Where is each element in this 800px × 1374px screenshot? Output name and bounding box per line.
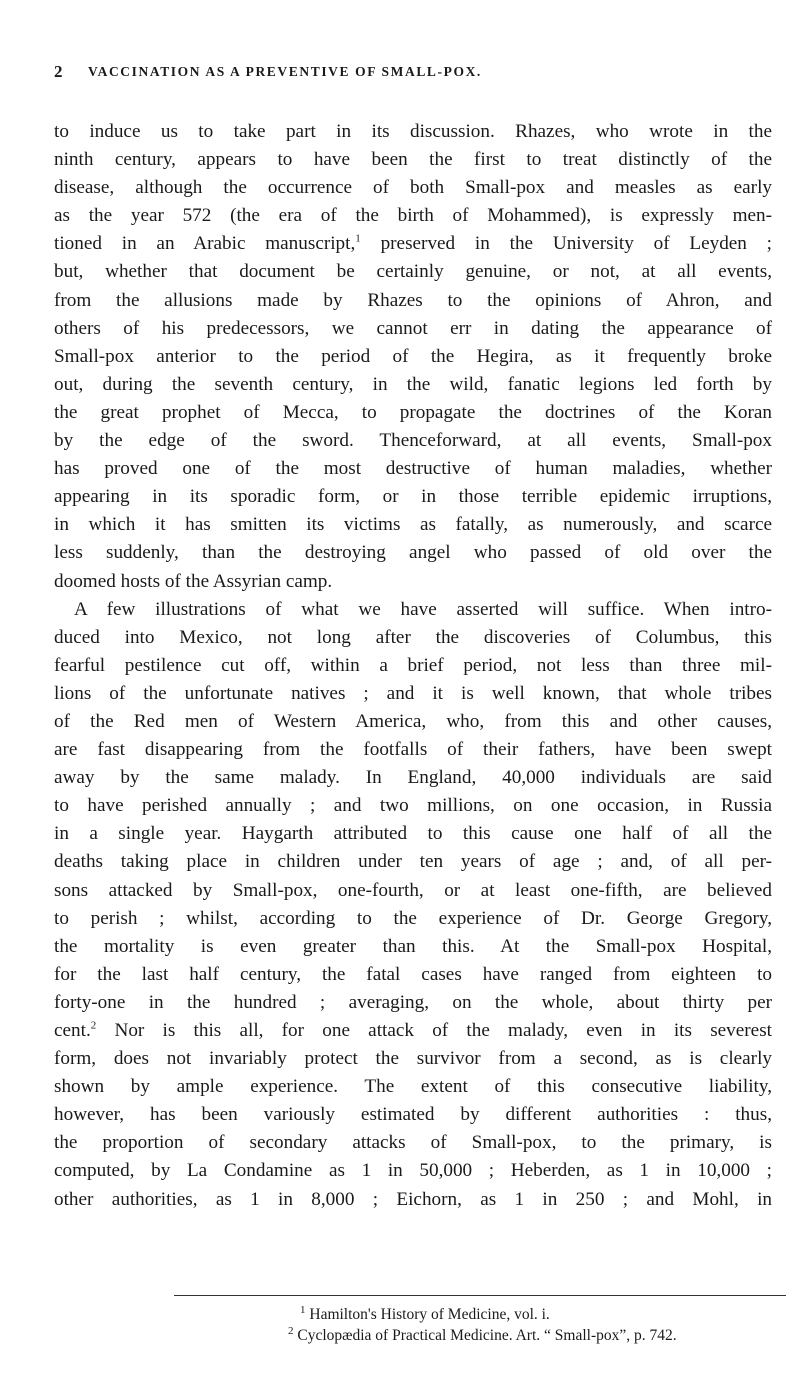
page-number: 2 — [54, 62, 63, 81]
text-line: in which it has smitten its victims as fatally, as numerously, and scarce — [54, 514, 772, 536]
text-line: fearful pestilence cut off, within a brief period, not less than three mil- — [54, 654, 772, 676]
text-line: Small-pox anterior to the period of the Hegira, as it frequently broke — [54, 345, 772, 367]
text-line: away by the same malady. In England, 40,000 individuals are said — [54, 767, 772, 789]
text-line: has proved one of the most destructive of human maladies, whether — [54, 458, 772, 480]
text-segment: tioned in an Arabic manuscript, — [54, 233, 356, 255]
text-line: of the Red men of Western America, who, from this and other causes, — [54, 710, 772, 732]
text-line: however, has been variously estimated by different authorities : thus, — [54, 1104, 772, 1126]
text-line: the proportion of secondary attacks of Small-pox, to the primary, is — [54, 1132, 772, 1154]
text-line: to induce us to take part in its discussion. Rhazes, who wrote in the — [54, 121, 772, 142]
text-line: others of his predecessors, we cannot err in dating the appearance of — [54, 317, 772, 339]
text-line: appearing in its sporadic form, or in those terrible epidemic irruptions, — [54, 486, 772, 508]
body-text — [54, 118, 772, 1214]
text-line: by the edge of the sword. Thenceforward, at all events, Small-pox — [54, 430, 772, 452]
text-line: to perish ; whilst, according to the experience of Dr. George Gregory, — [54, 907, 772, 929]
text-line: disease, although the occurrence of both Small-pox and measles as early — [54, 177, 772, 199]
text-line: as the year 572 (the era of the birth of Mohammed), is expressly men- — [54, 205, 772, 227]
text-line: the mortality is even greater than this. At the Small-pox Hospital, — [54, 935, 772, 957]
footnote-ref: 1 — [355, 232, 361, 245]
text-line: deaths taking place in children under ten years of age ; and, of all per- — [54, 851, 772, 873]
text-line: A few illustrations of what we have asserted will suffice. When intro- — [74, 598, 772, 620]
text-line: less suddenly, than the destroying angel who passed of old over the — [54, 542, 772, 564]
text-line: shown by ample experience. The extent of this consecutive liability, — [54, 1076, 772, 1098]
text-line: computed, by La Condamine as 1 in 50,000 ; Heberden, as 1 in 10,000 ; — [54, 1160, 772, 1182]
text-line: form, does not invariably protect the survivor from a second, as is clearly — [54, 1048, 772, 1070]
text-line: forty-one in the hundred ; averaging, on the whole, about thirty per — [54, 991, 772, 1013]
text-line: are fast disappearing from the footfalls of their fathers, have been swept — [54, 739, 772, 761]
footnote-ref: 2 — [90, 1019, 97, 1032]
text-segment: Nor is this all, for one attack of the malady, even in its severest — [114, 1020, 772, 1041]
text-line: from the allusions made by Rhazes to the opinions of Ahron, and — [54, 289, 772, 311]
footnote — [288, 1325, 780, 1346]
footnotes — [288, 1303, 780, 1346]
footnote-text: Hamilton's History of Medicine, vol. i. — [309, 1306, 550, 1323]
running-title: VACCINATION AS A PREVENTIVE OF SMALL-POX. — [88, 64, 482, 79]
text-line: ninth century, appears to have been the first to treat distinctly of the — [54, 149, 772, 171]
text-line: other authorities, as 1 in 8,000 ; Eichorn, as 1 in 250 ; and Mohl, in — [54, 1188, 772, 1210]
text-line: out, during the seventh century, in the wild, fanatic legions led forth by — [54, 373, 772, 395]
text-line: for the last half century, the fatal cases have ranged from eighteen to — [54, 963, 772, 985]
text-line: the great prophet of Mecca, to propagate the doctrines of the Koran — [54, 401, 772, 423]
footnote-mark: 1 — [300, 1303, 306, 1316]
footnote-mark: 2 — [288, 1324, 294, 1337]
text-segment: cent. — [54, 1020, 91, 1041]
text-segment: preserved in the University of Leyden ; — [380, 233, 773, 255]
footnote-text: Cyclopædia of Practical Medicine. Art. “ Small-pox”, p. 742. — [297, 1327, 677, 1344]
text-line: doomed hosts of the Assyrian camp. — [54, 570, 333, 592]
text-line: in a single year. Haygarth attributed to this cause one half of all the — [54, 823, 772, 845]
text-line: lions of the unfortunate natives ; and it is well known, that whole tribes — [54, 682, 772, 704]
running-head — [54, 62, 754, 82]
footnote-divider — [174, 1295, 786, 1296]
text-line: to have perished annually ; and two millions, on one occasion, in Russia — [54, 795, 772, 817]
text-line: duced into Mexico, not long after the discoveries of Columbus, this — [54, 626, 772, 648]
text-line — [54, 1017, 772, 1045]
text-line — [54, 230, 772, 258]
footnote — [300, 1304, 780, 1325]
text-line: sons attacked by Small-pox, one-fourth, or at least one-fifth, are believed — [54, 879, 772, 901]
text-line: but, whether that document be certainly genuine, or not, at all events, — [54, 261, 772, 283]
